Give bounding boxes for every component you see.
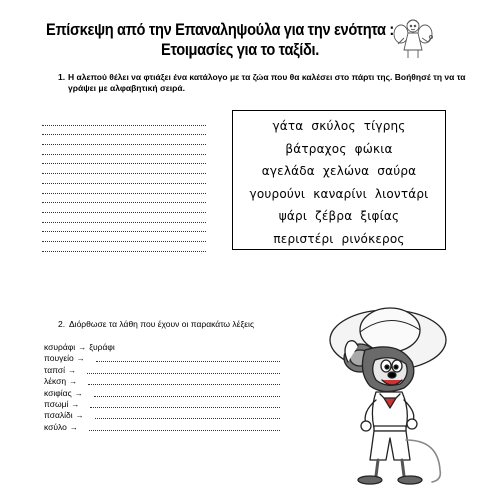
misspelled-word: κσυράφι — [44, 342, 76, 352]
correction-row — [44, 422, 244, 433]
correction-answer-line[interactable] — [87, 373, 280, 374]
correction-row — [44, 353, 244, 364]
animal-word: ξιφίας — [360, 209, 400, 224]
answer-line[interactable] — [42, 155, 206, 165]
animal-word: καναρίνι — [313, 186, 367, 201]
animal-word: ζέβρα — [315, 209, 353, 224]
correction-answer-line[interactable] — [89, 430, 280, 431]
animal-word: σκύλος — [311, 119, 356, 133]
word-box — [232, 110, 446, 250]
word-row — [233, 142, 445, 156]
correction-answer-line[interactable] — [88, 384, 280, 385]
animal-word: αγελάδα — [261, 164, 315, 179]
arrow-right-icon: → — [69, 377, 78, 387]
misspelled-word: κσιφίας — [44, 387, 72, 398]
exercise-2-number: 2. — [58, 319, 66, 329]
misspelled-word: πσαλίδι — [44, 410, 73, 421]
answer-line[interactable] — [42, 164, 206, 174]
word-row — [233, 119, 445, 133]
answer-line[interactable] — [42, 242, 206, 252]
correction-row — [44, 399, 244, 410]
misspelled-word: ταπσί — [44, 364, 66, 375]
fairy-girl-icon — [393, 14, 433, 62]
answer-line[interactable] — [42, 145, 206, 155]
animal-word: γάτα — [272, 119, 304, 133]
word-row — [233, 164, 445, 178]
arrow-right-icon: → — [71, 399, 80, 409]
arrow-right-icon: → — [76, 354, 85, 364]
correction-row — [44, 388, 244, 399]
misspelled-word: πουγείο — [44, 353, 74, 364]
corrected-word: ξυράφι — [89, 342, 115, 352]
animal-word: σαύρα — [377, 164, 417, 179]
animal-word: ρινόκερος — [341, 232, 405, 246]
exercise-1-number: 1. — [58, 72, 66, 82]
arrow-right-icon: → — [78, 343, 87, 352]
correction-answer-line[interactable] — [96, 361, 280, 362]
answer-line[interactable] — [42, 174, 206, 184]
answer-line[interactable] — [42, 213, 206, 223]
answer-line[interactable] — [42, 126, 206, 136]
cartoon-mouse-sombrero-icon — [320, 300, 460, 490]
correction-row — [44, 365, 244, 376]
correction-row — [44, 376, 244, 387]
correction-answer-line[interactable] — [95, 418, 280, 419]
answer-line[interactable] — [42, 135, 206, 145]
animal-word: ψάρι — [278, 209, 308, 224]
animal-word: γουρούνι — [249, 186, 306, 201]
correction-list — [44, 342, 244, 433]
word-row — [233, 232, 445, 246]
answer-line[interactable] — [42, 184, 206, 194]
correction-row — [44, 410, 244, 421]
word-row — [233, 209, 445, 223]
animal-word: φώκια — [354, 141, 393, 156]
exercise-2-text: Διόρθωσε τα λάθη που έχουν οι παρακάτω λέξεις — [69, 319, 255, 329]
exercise-1-text: Η αλεπού θέλει να φτιάξει ένα κατάλογο με τα ζώα που θα καλέσει στο πάρτι της. Βοήθησέ τη να τα γράψει με αλφαβητική σειρά. — [68, 72, 466, 93]
misspelled-word: λέκση — [44, 376, 67, 387]
correction-row — [44, 342, 244, 353]
answer-line[interactable] — [42, 116, 206, 126]
animal-word: λιοντάρι — [374, 186, 429, 201]
misspelled-word: πσωμί — [44, 398, 69, 409]
misspelled-word: κσύλο — [44, 421, 67, 432]
answer-line[interactable] — [42, 223, 206, 233]
animal-word: περιστέρι — [273, 232, 334, 246]
answer-line[interactable] — [42, 232, 206, 242]
word-row — [233, 187, 445, 201]
arrow-right-icon: → — [68, 365, 77, 375]
arrow-right-icon: → — [75, 411, 84, 421]
correction-answer-line[interactable] — [94, 396, 280, 397]
answer-line[interactable] — [42, 194, 206, 204]
arrow-right-icon: → — [74, 388, 83, 398]
page-title-line-1: Επίσκεψη από την Επαναληψούλα για την ενότητα : — [46, 20, 394, 39]
answer-lines — [42, 116, 206, 252]
animal-word: τίγρης — [363, 119, 406, 133]
correction-answer-line[interactable] — [90, 407, 280, 408]
animal-word: χελώνα — [322, 164, 370, 179]
page-title-line-2: Ετοιμασίες για το ταξίδι. — [161, 40, 319, 59]
arrow-right-icon: → — [69, 422, 78, 432]
animal-word: βάτραχος — [285, 141, 347, 156]
answer-line[interactable] — [42, 203, 206, 213]
